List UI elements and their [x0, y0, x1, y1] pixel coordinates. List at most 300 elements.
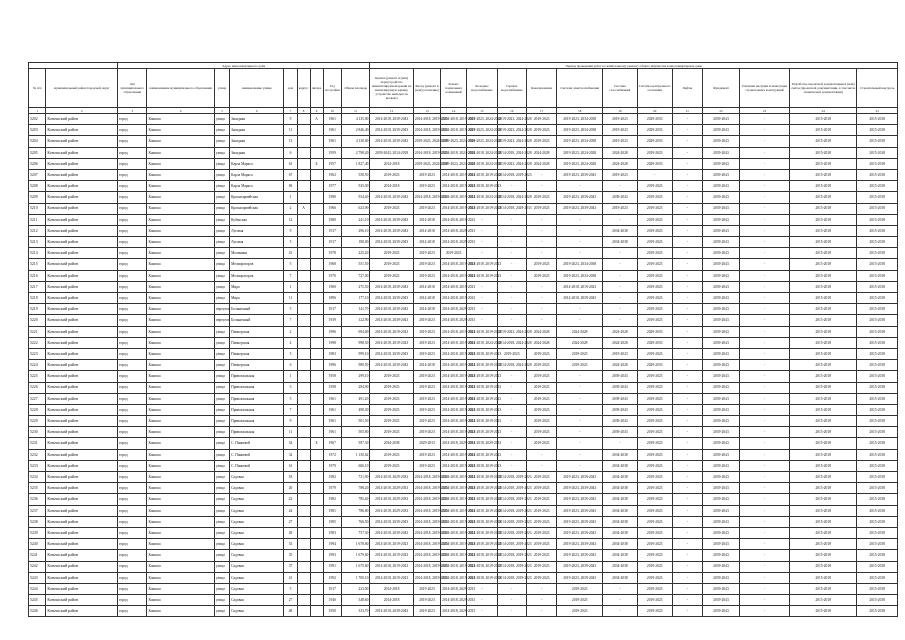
- cell-c24: 2015-2018: [789, 181, 856, 192]
- cell-c24: 2015-2018: [789, 393, 856, 404]
- table-row: [29, 225, 898, 236]
- cell-c21: -: [672, 527, 702, 538]
- table-row: [29, 472, 898, 483]
- cell-c16: 2014-2018, 2024-2028: [497, 147, 526, 158]
- table-row: [29, 539, 898, 550]
- cell-c19: -: [603, 304, 638, 315]
- cell-mo: Коноша: [147, 293, 214, 304]
- cell-korp: [297, 460, 310, 471]
- cell-street: Привокзальная: [230, 393, 284, 404]
- cell-c13: 2014-2018, 2019-2023: [413, 472, 440, 483]
- cell-dom: 34: [284, 438, 297, 449]
- cell-c12: 2019-2023: [370, 449, 413, 460]
- cell-id: 5207: [29, 169, 46, 180]
- column-header: Крыша (ремонт и (или) переустройство невентилируемой крыши на вентилируемую крышу, устройство выходов на кровлю): [370, 69, 413, 108]
- cell-type: город: [118, 326, 147, 337]
- cell-c18: 2019-2023, 2039-2043: [557, 527, 603, 538]
- cell-korp: [297, 572, 310, 583]
- cell-street: Западная: [230, 125, 284, 136]
- cell-ul: улица: [214, 214, 229, 225]
- column-number: 7: [284, 108, 297, 114]
- cell-c16: -: [497, 270, 526, 281]
- cell-c13: 2019-2023: [413, 595, 440, 606]
- column-number: 23: [739, 108, 789, 114]
- column-header: Год постройки: [323, 69, 341, 108]
- cell-c13: 2019-2023: [413, 416, 440, 427]
- table-row: [29, 527, 898, 538]
- cell-street: Садовая: [230, 494, 284, 505]
- cell-c16: 2014-2018, 2024-2028: [497, 192, 526, 203]
- cell-c19: 2034-2038: [603, 505, 638, 516]
- cell-lit: [310, 125, 323, 136]
- cell-c14: 2014-2018, 2019-2023: [441, 214, 467, 225]
- cell-c20: 2029-2033: [637, 360, 672, 371]
- cell-c25: 2015-2018: [857, 371, 898, 382]
- cell-c13: 2019-2023: [413, 315, 440, 326]
- cell-c22: 2039-2043: [703, 427, 740, 438]
- cell-lit: [310, 225, 323, 236]
- column-number: 13: [413, 108, 440, 114]
- cell-id: 5235: [29, 483, 46, 494]
- cell-id: 5204: [29, 136, 46, 147]
- cell-c14: 2014-2018, 2019-2023: [441, 360, 467, 371]
- column-header: Система газоснабжения: [603, 69, 638, 108]
- cell-c17: -: [526, 315, 556, 326]
- cell-korp: [297, 472, 310, 483]
- cell-c17: 2024-2028: [526, 158, 556, 169]
- cell-street: Малинина: [230, 248, 284, 259]
- cell-ul: улица: [214, 237, 229, 248]
- cell-c23: -: [739, 147, 789, 158]
- cell-type: город: [118, 595, 147, 606]
- cell-id: 5202: [29, 114, 46, 125]
- cell-ul: улица: [214, 371, 229, 382]
- cell-c21: -: [672, 494, 702, 505]
- cell-c19: 2039-2043: [603, 416, 638, 427]
- cell-c17: 2019-2023: [526, 203, 556, 214]
- cell-c19: -: [603, 248, 638, 259]
- cell-c23: -: [739, 326, 789, 337]
- cell-c14: 2014-2018, 2019-2023: [441, 259, 467, 270]
- cell-area: 122,90: [342, 315, 370, 326]
- cell-c21: -: [672, 382, 702, 393]
- cell-year: 1983: [323, 527, 341, 538]
- cell-c17: 2019-2023: [526, 393, 556, 404]
- cell-lit: [310, 181, 323, 192]
- cell-year: 1970: [323, 270, 341, 281]
- cell-ul: улица: [214, 393, 229, 404]
- cell-korp: [297, 158, 310, 169]
- cell-year: 1982: [323, 472, 341, 483]
- cell-c14: 2014-2018, 2019-2023: [441, 550, 467, 561]
- cell-korp: [297, 527, 310, 538]
- cell-c22: 2039-2043: [703, 539, 740, 550]
- cell-street: Привокзальная: [230, 416, 284, 427]
- cell-c20: 2019-2023: [637, 237, 672, 248]
- cell-korp: [297, 337, 310, 348]
- column-header: Система электроснабжения: [557, 69, 603, 108]
- cell-c19: 2034-2038: [603, 494, 638, 505]
- cell-c23: -: [739, 539, 789, 550]
- cell-mo: Коноша: [147, 237, 214, 248]
- cell-c25: 2015-2018: [857, 326, 898, 337]
- cell-type: город: [118, 393, 147, 404]
- cell-lit: [310, 393, 323, 404]
- cell-c24: 2015-2018: [789, 158, 856, 169]
- cell-c22: 2039-2043: [703, 572, 740, 583]
- cell-id: 5240: [29, 539, 46, 550]
- cell-c19: 2019-2023: [603, 125, 638, 136]
- cell-c19: 2034-2038: [603, 237, 638, 248]
- cell-mo: Коноша: [147, 416, 214, 427]
- column-number: 24: [789, 108, 856, 114]
- cell-lit: [310, 248, 323, 259]
- cell-c14: 2014-2018, 2019-2023: [441, 181, 467, 192]
- cell-c14: 2014-2018, 2029-2033: [441, 225, 467, 236]
- cell-type: город: [118, 483, 147, 494]
- cell-ul: улица: [214, 203, 229, 214]
- cell-korp: [297, 505, 310, 516]
- cell-c25: 2015-2018: [857, 248, 898, 259]
- cell-mo: Коноша: [147, 595, 214, 606]
- cell-c24: 2015-2018: [789, 583, 856, 594]
- cell-type: город: [118, 382, 147, 393]
- cell-type: город: [118, 259, 147, 270]
- cell-c23: -: [739, 494, 789, 505]
- cell-c22: 2039-2043: [703, 583, 740, 594]
- cell-ul: улица: [214, 483, 229, 494]
- cell-c24: 2015-2018: [789, 472, 856, 483]
- cell-rayon: Коношский район: [46, 181, 118, 192]
- cell-c12: 2019-2023: [370, 393, 413, 404]
- cell-year: 1977: [323, 181, 341, 192]
- cell-year: 1972: [323, 449, 341, 460]
- cell-c14: 2014-2018, 2019-2023: [441, 371, 467, 382]
- cell-c14: 2014-2018, 2029-2033: [441, 438, 467, 449]
- cell-c15: -: [467, 304, 497, 315]
- cell-street: Привокзальная: [230, 371, 284, 382]
- table-row: [29, 606, 898, 617]
- cell-c15: 2014-2018, 2019-2023: [467, 416, 497, 427]
- cell-c18: 2024-2028: [557, 337, 603, 348]
- cell-ul: улица: [214, 472, 229, 483]
- cell-c21: -: [672, 393, 702, 404]
- cell-c18: 2019-2023: [557, 595, 603, 606]
- cell-c20: 2019-2023: [637, 192, 672, 203]
- cell-c25: 2015-2018: [857, 572, 898, 583]
- cell-ul: улица: [214, 360, 229, 371]
- cell-c25: 2015-2018: [857, 337, 898, 348]
- cell-c18: 2019-2023, 2034-2038: [557, 114, 603, 125]
- cell-lit: [310, 147, 323, 158]
- cell-id: 5210: [29, 203, 46, 214]
- cell-c13: 2019-2023: [413, 427, 440, 438]
- table-row: [29, 181, 898, 192]
- table-row: [29, 460, 898, 471]
- cell-c25: 2015-2018: [857, 606, 898, 617]
- cell-year: 1991: [323, 561, 341, 572]
- cell-c25: 2015-2018: [857, 225, 898, 236]
- cell-dom: 5: [284, 348, 297, 359]
- cell-c21: -: [672, 114, 702, 125]
- cell-c18: -: [557, 371, 603, 382]
- cell-c24: 2015-2018: [789, 539, 856, 550]
- cell-c14: 2014-2018, 2019-2023: [441, 494, 467, 505]
- group-works: Период проведения работ по капитальному ремонту общего имущества в многоквартирном доме: [370, 63, 898, 69]
- cell-c18: 2019-2023, 2024-2028: [557, 147, 603, 158]
- cell-lit: [310, 472, 323, 483]
- cell-c24: 2015-2018: [789, 169, 856, 180]
- cell-c22: 2039-2043: [703, 505, 740, 516]
- cell-c24: 2015-2018: [789, 293, 856, 304]
- cell-c17: 2019-2023: [526, 438, 556, 449]
- cell-c23: -: [739, 449, 789, 460]
- cell-c13: 2019-2023: [413, 371, 440, 382]
- cell-c20: 2029-2033: [637, 326, 672, 337]
- cell-c21: -: [672, 315, 702, 326]
- cell-c12: 2014-2018, 2039-2043: [370, 237, 413, 248]
- column-header: Строительный контроль: [857, 69, 898, 108]
- cell-rayon: Коношский район: [46, 516, 118, 527]
- cell-c20: 2019-2023: [637, 606, 672, 617]
- cell-street: Больничный: [230, 315, 284, 326]
- cell-c12: 2019-2023: [370, 371, 413, 382]
- cell-rayon: Коношский район: [46, 483, 118, 494]
- cell-c21: -: [672, 416, 702, 427]
- cell-c13: 2019-2023: [413, 259, 440, 270]
- cell-c16: 2019-2023, 2024-2028: [497, 125, 526, 136]
- cell-c13: 2014-2018, 2019-2023: [413, 125, 440, 136]
- cell-c16: 2014-2018, 2024-2028: [497, 360, 526, 371]
- table-row: [29, 337, 898, 348]
- cell-dom: 5: [284, 259, 297, 270]
- cell-street: С. Панкевой: [230, 460, 284, 471]
- cell-ul: улица: [214, 293, 229, 304]
- cell-mo: Коноша: [147, 561, 214, 572]
- cell-c13: 2014-2018, 2019-2023: [413, 561, 440, 572]
- cell-c22: 2039-2043: [703, 181, 740, 192]
- cell-c17: 2019-2023: [526, 561, 556, 572]
- cell-c17: -: [526, 606, 556, 617]
- table-row: [29, 416, 898, 427]
- cell-c18: 2019-2023, 2039-2043: [557, 483, 603, 494]
- cell-lit: [310, 494, 323, 505]
- cell-c21: -: [672, 281, 702, 292]
- cell-c22: 2039-2043: [703, 214, 740, 225]
- cell-rayon: Коношский район: [46, 472, 118, 483]
- cell-rayon: Коношский район: [46, 561, 118, 572]
- cell-c22: 2039-2043: [703, 270, 740, 281]
- cell-c13: 2014-2018: [413, 281, 440, 292]
- column-header: наименование улицы: [230, 69, 284, 108]
- cell-rayon: Коношский район: [46, 371, 118, 382]
- cell-year: 1961: [323, 427, 341, 438]
- cell-rayon: Коношский район: [46, 449, 118, 460]
- cell-c20: -: [637, 169, 672, 180]
- cell-ul: улица: [214, 460, 229, 471]
- cell-type: город: [118, 225, 147, 236]
- cell-lit: [310, 136, 323, 147]
- cell-c16: 2014-2018, 2019-2023: [497, 516, 526, 527]
- cell-year: 1981: [323, 505, 341, 516]
- cell-c16: -: [497, 315, 526, 326]
- cell-year: 1961: [323, 114, 341, 125]
- cell-rayon: Коношский район: [46, 158, 118, 169]
- cell-mo: Коноша: [147, 539, 214, 550]
- cell-c12: 2014-2018, 2039-2043: [370, 304, 413, 315]
- cell-korp: [297, 114, 310, 125]
- cell-c23: -: [739, 169, 789, 180]
- cell-dom: 32: [284, 449, 297, 460]
- cell-c24: 2015-2018: [789, 550, 856, 561]
- cell-mo: Коноша: [147, 348, 214, 359]
- column-number: 14: [441, 108, 467, 114]
- cell-c12: 2014-2018, 2019-2023: [370, 550, 413, 561]
- cell-c25: 2015-2018: [857, 293, 898, 304]
- cell-id: 5236: [29, 494, 46, 505]
- cell-mo: Коноша: [147, 527, 214, 538]
- cell-id: 5209: [29, 192, 46, 203]
- cell-area: 1 675,60: [342, 561, 370, 572]
- table-row: [29, 427, 898, 438]
- cell-mo: Коноша: [147, 449, 214, 460]
- cell-rayon: Коношский район: [46, 427, 118, 438]
- cell-c13: 2019-2023, 2024-2028: [413, 136, 440, 147]
- cell-c25: 2015-2018: [857, 147, 898, 158]
- cell-c15: 2014-2018, 2019-2023: [467, 360, 497, 371]
- cell-c22: 2039-2043: [703, 550, 740, 561]
- column-number: 16: [497, 108, 526, 114]
- cell-type: город: [118, 192, 147, 203]
- cell-c19: 2039-2043: [603, 192, 638, 203]
- table-row: [29, 270, 898, 281]
- cell-dom: 13: [284, 136, 297, 147]
- cell-c23: -: [739, 225, 789, 236]
- cell-c13: 2019-2023: [413, 181, 440, 192]
- cell-area: 934,40: [342, 192, 370, 203]
- cell-c14: 2014-2018, 2019-2023: [441, 192, 467, 203]
- cell-id: 5203: [29, 125, 46, 136]
- cell-c16: -: [497, 606, 526, 617]
- cell-lit: [310, 404, 323, 415]
- cell-c14: 2014-2018, 2019-2023: [441, 516, 467, 527]
- cell-dom: 28: [284, 527, 297, 538]
- cell-c20: 2019-2023: [637, 304, 672, 315]
- cell-rayon: Коношский район: [46, 393, 118, 404]
- cell-year: 1998: [323, 337, 341, 348]
- cell-c14: 2014-2018, 2029-2033: [441, 606, 467, 617]
- cell-c22: 2039-2043: [703, 561, 740, 572]
- cell-ul: улица: [214, 494, 229, 505]
- cell-c17: -: [526, 281, 556, 292]
- cell-c18: 2019-2023, 2039-2043: [557, 505, 603, 516]
- cell-c18: -: [557, 214, 603, 225]
- cell-mo: Коноша: [147, 136, 214, 147]
- cell-c13: 2019-2023: [413, 606, 440, 617]
- cell-lit: [310, 572, 323, 583]
- cell-rayon: Коношский район: [46, 214, 118, 225]
- cell-rayon: Коношский район: [46, 460, 118, 471]
- cell-c25: 2015-2018: [857, 237, 898, 248]
- cell-c22: 2039-2043: [703, 404, 740, 415]
- cell-rayon: Коношский район: [46, 595, 118, 606]
- cell-c12: 2014-2018, 2039-2043: [370, 114, 413, 125]
- cell-c16: -: [497, 225, 526, 236]
- cell-c14: 2014-2018, 2019-2023: [441, 382, 467, 393]
- cell-c21: -: [672, 483, 702, 494]
- cell-street: Красноармейская: [230, 192, 284, 203]
- table-row: [29, 572, 898, 583]
- cell-korp: [297, 304, 310, 315]
- cell-c20: 2019-2023: [637, 404, 672, 415]
- cell-mo: Коноша: [147, 125, 214, 136]
- cell-c15: 2014-2018, 2019-2023: [467, 348, 497, 359]
- cell-ul: улица: [214, 382, 229, 393]
- cell-c25: 2015-2018: [857, 550, 898, 561]
- cell-c17: 2024-2028: [526, 337, 556, 348]
- cell-c16: 2014-2018, 2019-2023: [497, 539, 526, 550]
- cell-c12: 2014-2018, 2039-2043: [370, 360, 413, 371]
- cell-c19: 2034-2038: [603, 561, 638, 572]
- cell-c18: -: [557, 416, 603, 427]
- cell-c25: 2015-2018: [857, 192, 898, 203]
- cell-mo: Коноша: [147, 192, 214, 203]
- cell-c16: -: [497, 583, 526, 594]
- cell-lit: [310, 595, 323, 606]
- cell-type: город: [118, 360, 147, 371]
- cell-street: Карла Маркса: [230, 181, 284, 192]
- cell-c12: 2019-2023: [370, 248, 413, 259]
- cell-c15: -: [467, 214, 497, 225]
- cell-c22: 2039-2043: [703, 114, 740, 125]
- cell-c21: -: [672, 449, 702, 460]
- cell-c12: 2034-2038: [370, 438, 413, 449]
- cell-c14: 2019-2023, 2024-2028: [441, 136, 467, 147]
- cell-c21: -: [672, 293, 702, 304]
- cell-id: 5231: [29, 438, 46, 449]
- cell-mo: Коноша: [147, 583, 214, 594]
- cell-c15: 2014-2018, 2019-2023: [467, 169, 497, 180]
- cell-c15: 2014-2018, 2019-2023: [467, 404, 497, 415]
- cell-dom: 33: [284, 539, 297, 550]
- cell-c22: 2039-2043: [703, 136, 740, 147]
- cell-c12: 2014-2018, 2039-2043: [370, 214, 413, 225]
- cell-area: 727,00: [342, 270, 370, 281]
- cell-c18: -: [557, 304, 603, 315]
- cell-c18: 2019-2023, 2039-2043: [557, 169, 603, 180]
- cell-c18: -: [557, 225, 603, 236]
- cell-c17: 2019-2023: [526, 136, 556, 147]
- cell-c16: -: [497, 449, 526, 460]
- cell-c24: 2015-2018: [789, 416, 856, 427]
- cell-c25: 2015-2018: [857, 561, 898, 572]
- cell-c20: 2019-2023: [637, 259, 672, 270]
- cell-id: 5244: [29, 583, 46, 594]
- cell-korp: [297, 449, 310, 460]
- cell-korp: [297, 438, 310, 449]
- cell-lit: [310, 192, 323, 203]
- column-number: 18: [557, 108, 603, 114]
- cell-id: 5245: [29, 595, 46, 606]
- cell-dom: 41: [284, 572, 297, 583]
- cell-c23: -: [739, 136, 789, 147]
- cell-street: Садовая: [230, 561, 284, 572]
- cell-c17: 2019-2023: [526, 270, 556, 281]
- cell-c13: 2029-2033: [413, 438, 440, 449]
- cell-c23: -: [739, 561, 789, 572]
- table-row: [29, 203, 898, 214]
- cell-lit: [310, 270, 323, 281]
